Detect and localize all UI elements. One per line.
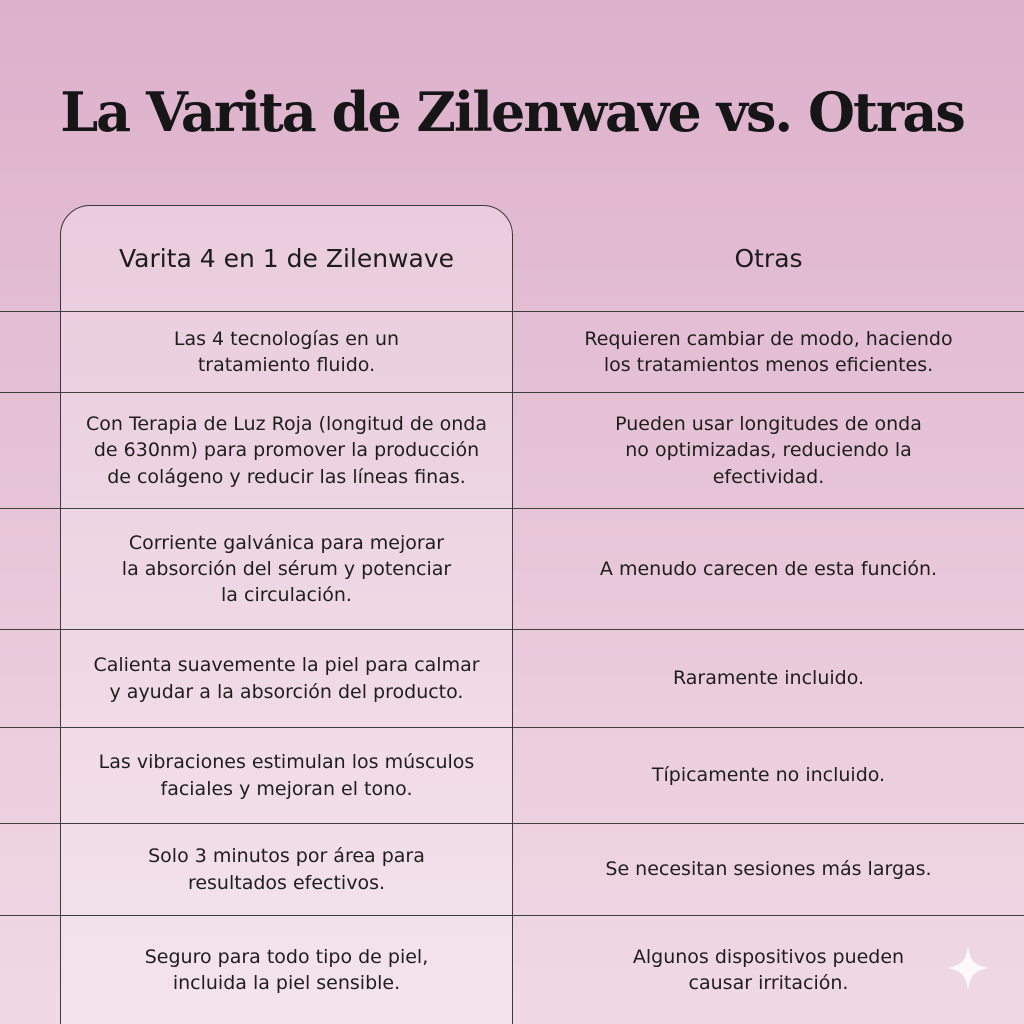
table-row bbox=[0, 392, 1024, 508]
column-header-others: Otras bbox=[734, 243, 803, 273]
table-row bbox=[0, 823, 1024, 915]
zilenwave-cell: Calienta suavemente la piel para calmar y ayudar a la absorción del producto. bbox=[93, 654, 480, 703]
zilenwave-cell: Con Terapia de Luz Roja (longitud de onda de 630nm) para promover la producción de colágeno y reducir las líneas finas. bbox=[86, 413, 487, 488]
table-row bbox=[0, 915, 1024, 1024]
table-row bbox=[0, 311, 1024, 392]
column-header-zilenwave: Varita 4 en 1 de Zilenwave bbox=[118, 243, 455, 273]
zilenwave-cell: Las vibraciones estimulan los músculos faciales y mejoran el tono. bbox=[98, 751, 475, 800]
others-cell: Requieren cambiar de modo, haciendo los tratamientos menos eficientes. bbox=[584, 327, 953, 376]
sparkle-icon bbox=[944, 944, 992, 992]
table-row bbox=[0, 508, 1024, 629]
zilenwave-cell: Las 4 tecnologías en un tratamiento fluido. bbox=[173, 327, 400, 376]
table-row bbox=[0, 727, 1024, 823]
zilenwave-cell: Seguro para todo tipo de piel, incluida la piel sensible. bbox=[144, 945, 429, 994]
table-row bbox=[0, 629, 1024, 727]
others-cell: Raramente incluido. bbox=[672, 667, 865, 690]
zilenwave-cell: Solo 3 minutos por área para resultados efectivos. bbox=[148, 845, 425, 894]
others-cell: Típicamente no incluido. bbox=[651, 764, 886, 787]
page-title: La Varita de Zilenwave vs. Otras bbox=[60, 80, 964, 144]
others-cell: Pueden usar longitudes de onda no optimizadas, reduciendo la efectividad. bbox=[615, 413, 922, 488]
zilenwave-cell: Corriente galvánica para mejorar la absorción del sérum y potenciar la circulación. bbox=[121, 531, 452, 607]
others-cell: Algunos dispositivos pueden causar irritación. bbox=[632, 945, 905, 994]
others-cell: Se necesitan sesiones más largas. bbox=[605, 858, 932, 881]
others-cell: A menudo carecen de esta función. bbox=[599, 557, 938, 580]
